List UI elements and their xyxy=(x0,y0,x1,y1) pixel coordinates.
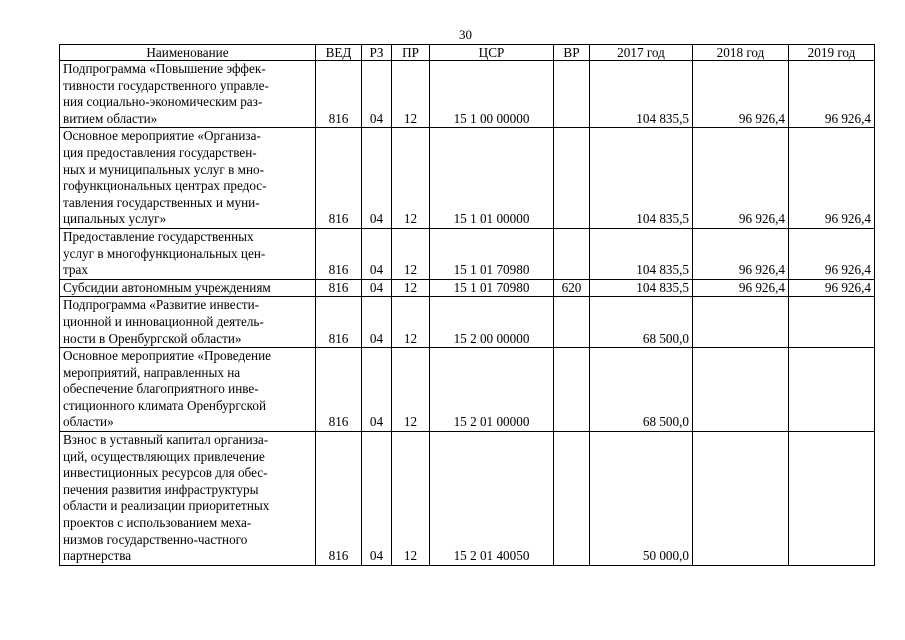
cell-pr: 12 xyxy=(392,61,430,128)
cell-vr xyxy=(554,432,590,566)
cell-name xyxy=(60,228,316,279)
cell-csr: 15 1 00 00000 xyxy=(430,61,554,128)
cell-2019: 96 926,4 xyxy=(789,279,875,297)
budget-table xyxy=(59,44,875,566)
cell-name xyxy=(60,128,316,229)
header-vr: ВР xyxy=(554,45,590,61)
name-line: ности в Оренбургской области» xyxy=(63,330,242,346)
cell-2018: 96 926,4 xyxy=(693,279,789,297)
header-name: Наименование xyxy=(60,45,316,61)
cell-csr: 15 1 01 70980 xyxy=(430,279,554,297)
cell-rz: 04 xyxy=(362,128,392,229)
table-row xyxy=(60,432,875,566)
name-line: гофункциональных центрах предос- xyxy=(63,178,267,194)
cell-2017: 104 835,5 xyxy=(590,279,693,297)
table-row xyxy=(60,61,875,128)
name-line: услуг в многофункциональных цен- xyxy=(63,245,266,261)
name-line: печения развития инфраструктуры xyxy=(63,481,259,497)
name-line: области» xyxy=(63,414,114,430)
cell-2019: 96 926,4 xyxy=(789,128,875,229)
cell-pr: 12 xyxy=(392,279,430,297)
table-row xyxy=(60,348,875,432)
cell-vr xyxy=(554,228,590,279)
name-line: Субсидии автономным учреждениям xyxy=(63,279,271,295)
name-line: ция предоставления государствен- xyxy=(63,144,257,160)
name-line: ния социально-экономическим раз- xyxy=(63,94,263,110)
cell-rz: 04 xyxy=(362,279,392,297)
cell-ved: 816 xyxy=(316,128,362,229)
header-row xyxy=(60,45,875,61)
cell-ved: 816 xyxy=(316,432,362,566)
name-line: ципальных услуг» xyxy=(63,211,167,227)
page-number: 30 xyxy=(459,27,472,42)
name-line: трах xyxy=(63,262,88,278)
cell-csr: 15 1 01 70980 xyxy=(430,228,554,279)
cell-vr: 620 xyxy=(554,279,590,297)
cell-name xyxy=(60,279,316,297)
header-2017: 2017 год xyxy=(590,45,693,61)
name-line: Основное мероприятие «Проведение xyxy=(63,348,272,364)
table-row xyxy=(60,128,875,229)
name-line: области и реализации приоритетных xyxy=(63,498,270,514)
cell-2017: 104 835,5 xyxy=(590,128,693,229)
table-row xyxy=(60,297,875,348)
table-row xyxy=(60,228,875,279)
cell-pr: 12 xyxy=(392,297,430,348)
cell-2018 xyxy=(693,432,789,566)
cell-2017: 68 500,0 xyxy=(590,348,693,432)
cell-csr: 15 2 01 00000 xyxy=(430,348,554,432)
cell-2019 xyxy=(789,432,875,566)
cell-rz: 04 xyxy=(362,297,392,348)
cell-ved: 816 xyxy=(316,279,362,297)
header-pr: ПР xyxy=(392,45,430,61)
cell-2019: 96 926,4 xyxy=(789,228,875,279)
name-line: тавления государственных и муни- xyxy=(63,194,260,210)
header-2018: 2018 год xyxy=(693,45,789,61)
cell-name xyxy=(60,61,316,128)
cell-2018 xyxy=(693,297,789,348)
cell-name xyxy=(60,348,316,432)
name-line: проектов с использованием меха- xyxy=(63,515,252,531)
name-line: инвестиционных ресурсов для обес- xyxy=(63,465,268,481)
cell-2018: 96 926,4 xyxy=(693,61,789,128)
cell-name xyxy=(60,297,316,348)
cell-2017: 104 835,5 xyxy=(590,61,693,128)
cell-2017: 50 000,0 xyxy=(590,432,693,566)
name-line: ционной и инновационной деятель- xyxy=(63,313,264,329)
name-line: тивности государственного управле- xyxy=(63,77,269,93)
name-line: Предоставление государственных xyxy=(63,228,254,244)
cell-ved: 816 xyxy=(316,61,362,128)
name-line: ных и муниципальных услуг в мно- xyxy=(63,161,265,177)
cell-rz: 04 xyxy=(362,432,392,566)
name-line: Основное мероприятие «Организа- xyxy=(63,128,261,144)
cell-csr: 15 2 00 00000 xyxy=(430,297,554,348)
cell-pr: 12 xyxy=(392,348,430,432)
cell-pr: 12 xyxy=(392,128,430,229)
name-line: ций, осуществляющих привлечение xyxy=(63,448,265,464)
cell-2018: 96 926,4 xyxy=(693,228,789,279)
header-rz: РЗ xyxy=(362,45,392,61)
cell-vr xyxy=(554,128,590,229)
table-row xyxy=(60,279,875,297)
name-line: стиционного климата Оренбургской xyxy=(63,397,267,413)
header-2019: 2019 год xyxy=(789,45,875,61)
cell-rz: 04 xyxy=(362,228,392,279)
cell-csr: 15 1 01 00000 xyxy=(430,128,554,229)
header-ved: ВЕД xyxy=(316,45,362,61)
name-line: низмов государственно-частного xyxy=(63,531,248,547)
name-line: обеспечение благоприятного инве- xyxy=(63,381,259,397)
cell-2018 xyxy=(693,348,789,432)
cell-rz: 04 xyxy=(362,348,392,432)
name-line: Подпрограмма «Повышение эффек- xyxy=(63,61,266,76)
name-line: витием области» xyxy=(63,110,158,126)
cell-pr: 12 xyxy=(392,432,430,566)
name-line: партнерства xyxy=(63,548,132,564)
cell-csr: 15 2 01 40050 xyxy=(430,432,554,566)
cell-2017: 68 500,0 xyxy=(590,297,693,348)
cell-ved: 816 xyxy=(316,228,362,279)
cell-2017: 104 835,5 xyxy=(590,228,693,279)
name-line: Взнос в уставный капитал организа- xyxy=(63,432,269,448)
name-line: Подпрограмма «Развитие инвести- xyxy=(63,297,260,313)
cell-ved: 816 xyxy=(316,297,362,348)
cell-rz: 04 xyxy=(362,61,392,128)
cell-ved: 816 xyxy=(316,348,362,432)
cell-2019 xyxy=(789,348,875,432)
cell-2019 xyxy=(789,297,875,348)
cell-vr xyxy=(554,61,590,128)
cell-2019: 96 926,4 xyxy=(789,61,875,128)
cell-name xyxy=(60,432,316,566)
cell-vr xyxy=(554,348,590,432)
cell-2018: 96 926,4 xyxy=(693,128,789,229)
name-line: мероприятий, направленных на xyxy=(63,364,241,380)
cell-pr: 12 xyxy=(392,228,430,279)
cell-vr xyxy=(554,297,590,348)
header-csr: ЦСР xyxy=(430,45,554,61)
